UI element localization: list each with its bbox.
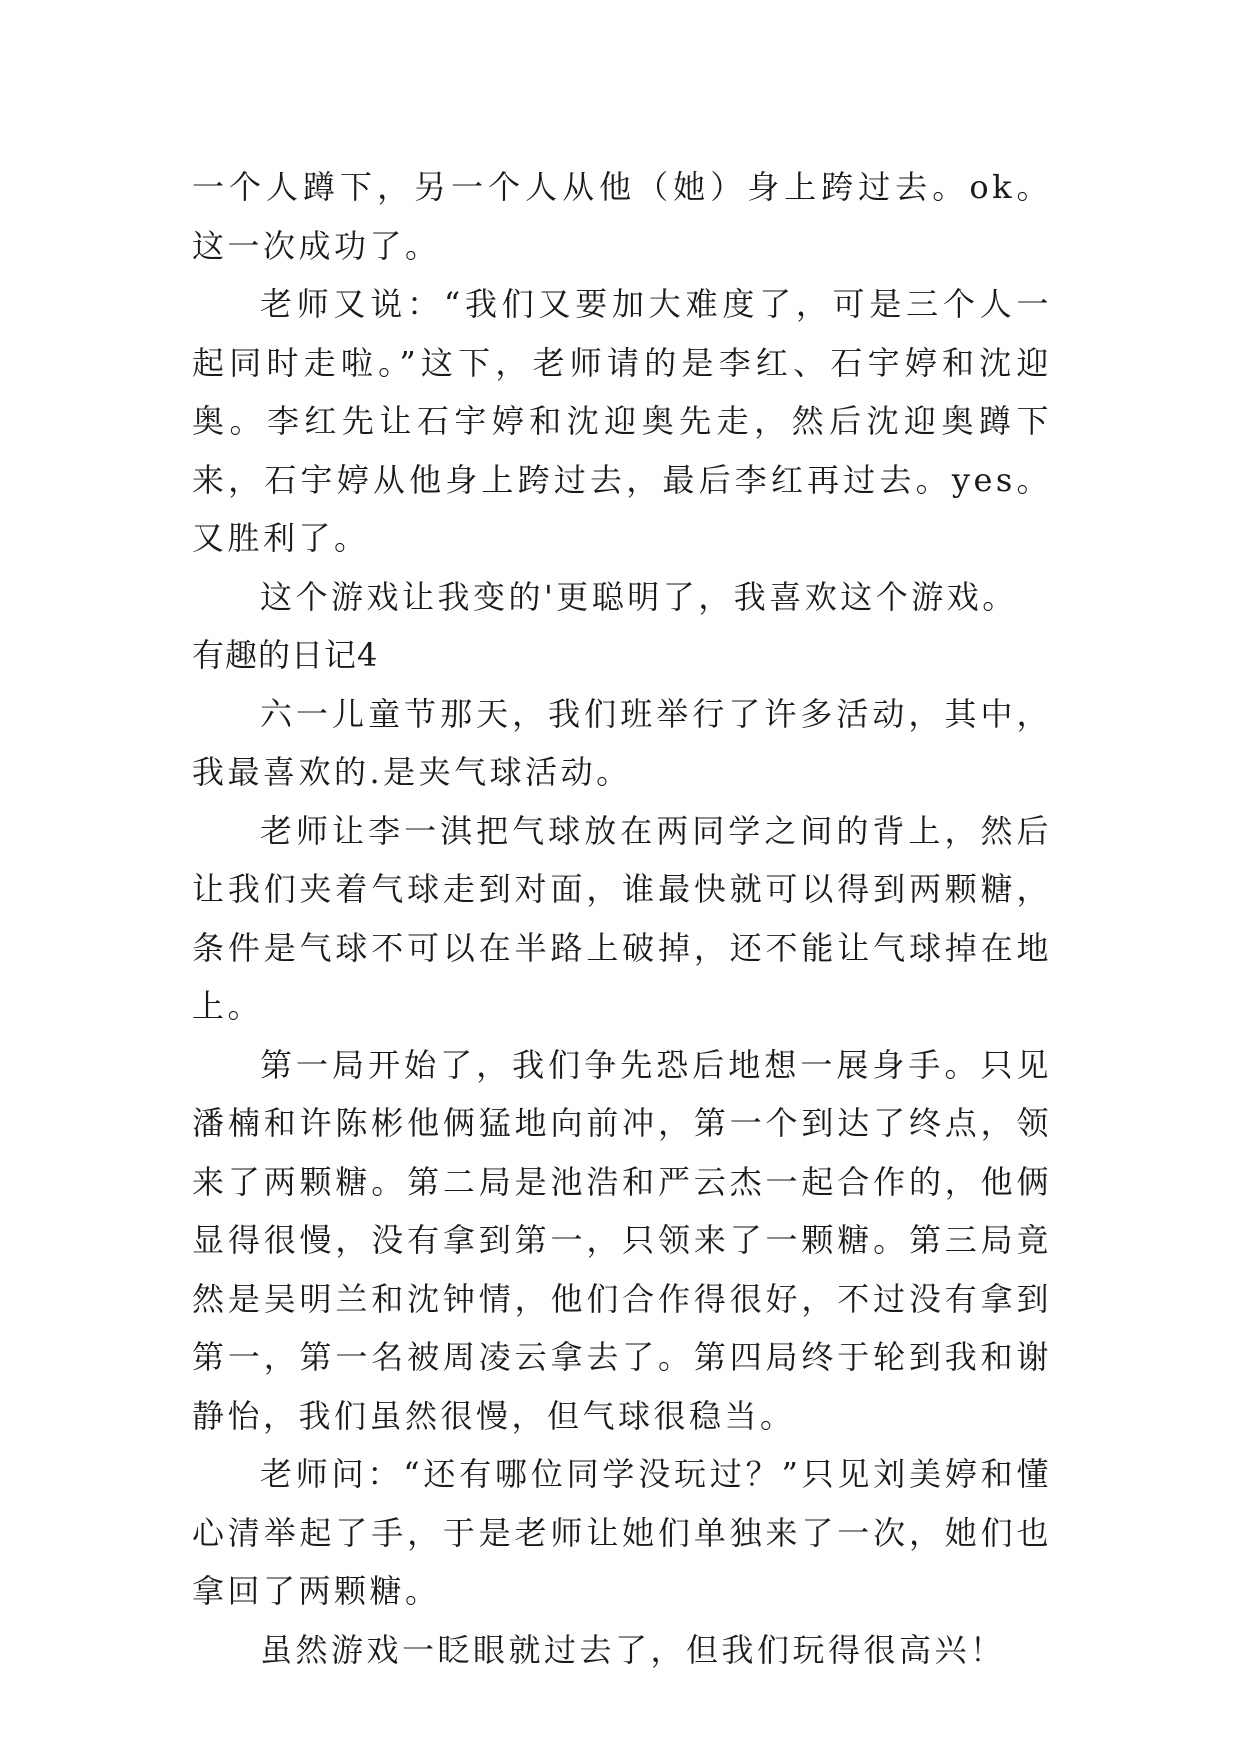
document-page — [192, 158, 1052, 1679]
paragraph-4: 六一儿童节那天，我们班举行了许多活动，其中，我最喜欢的.是夹气球活动。 — [192, 694, 1052, 791]
paragraph-2: 老师又说：“我们又要加大难度了，可是三个人一起同时走啦。”这下，老师请的是李红、石宇婷和沈迎奥。李红先让石宇婷和沈迎奥先走，然后沈迎奥蹲下来，石宇婷从他身上跨过去，最后李红再过去。yes。又胜利了。 — [192, 285, 1052, 557]
paragraph-3: 这个游戏让我变的'更聪明了，我喜欢这个游戏。 — [260, 577, 1018, 616]
paragraph-6: 第一局开始了，我们争先恐后地想一展身手。只见潘楠和许陈彬他俩猛地向前冲，第一个到达了终点，领来了两颗糖。第二局是池浩和严云杰一起合作的，他俩显得很慢，没有拿到第一，只领来了一颗糖。第三局竟然是吴明兰和沈钟情，他们合作得很好，不过没有拿到第一，第一名被周凌云拿去了。第四局终于轮到我和谢静怡，我们虽然很慢，但气球很稳当。 — [192, 1045, 1052, 1435]
paragraph-1: 一个人蹲下，另一个人从他（她）身上跨过去。ok。这一次成功了。 — [192, 168, 1052, 265]
section-heading: 有趣的日记4 — [192, 636, 379, 674]
paragraph-7: 老师问：“还有哪位同学没玩过？”只见刘美婷和懂心清举起了手，于是老师让她们单独来了一次，她们也拿回了两颗糖。 — [192, 1455, 1052, 1610]
paragraph-5: 老师让李一淇把气球放在两同学之间的背上，然后让我们夹着气球走到对面，谁最快就可以得到两颗糖，条件是气球不可以在半路上破掉，还不能让气球掉在地上。 — [192, 811, 1052, 1025]
paragraph-8: 虽然游戏一眨眼就过去了，但我们玩得很高兴！ — [260, 1630, 1006, 1669]
